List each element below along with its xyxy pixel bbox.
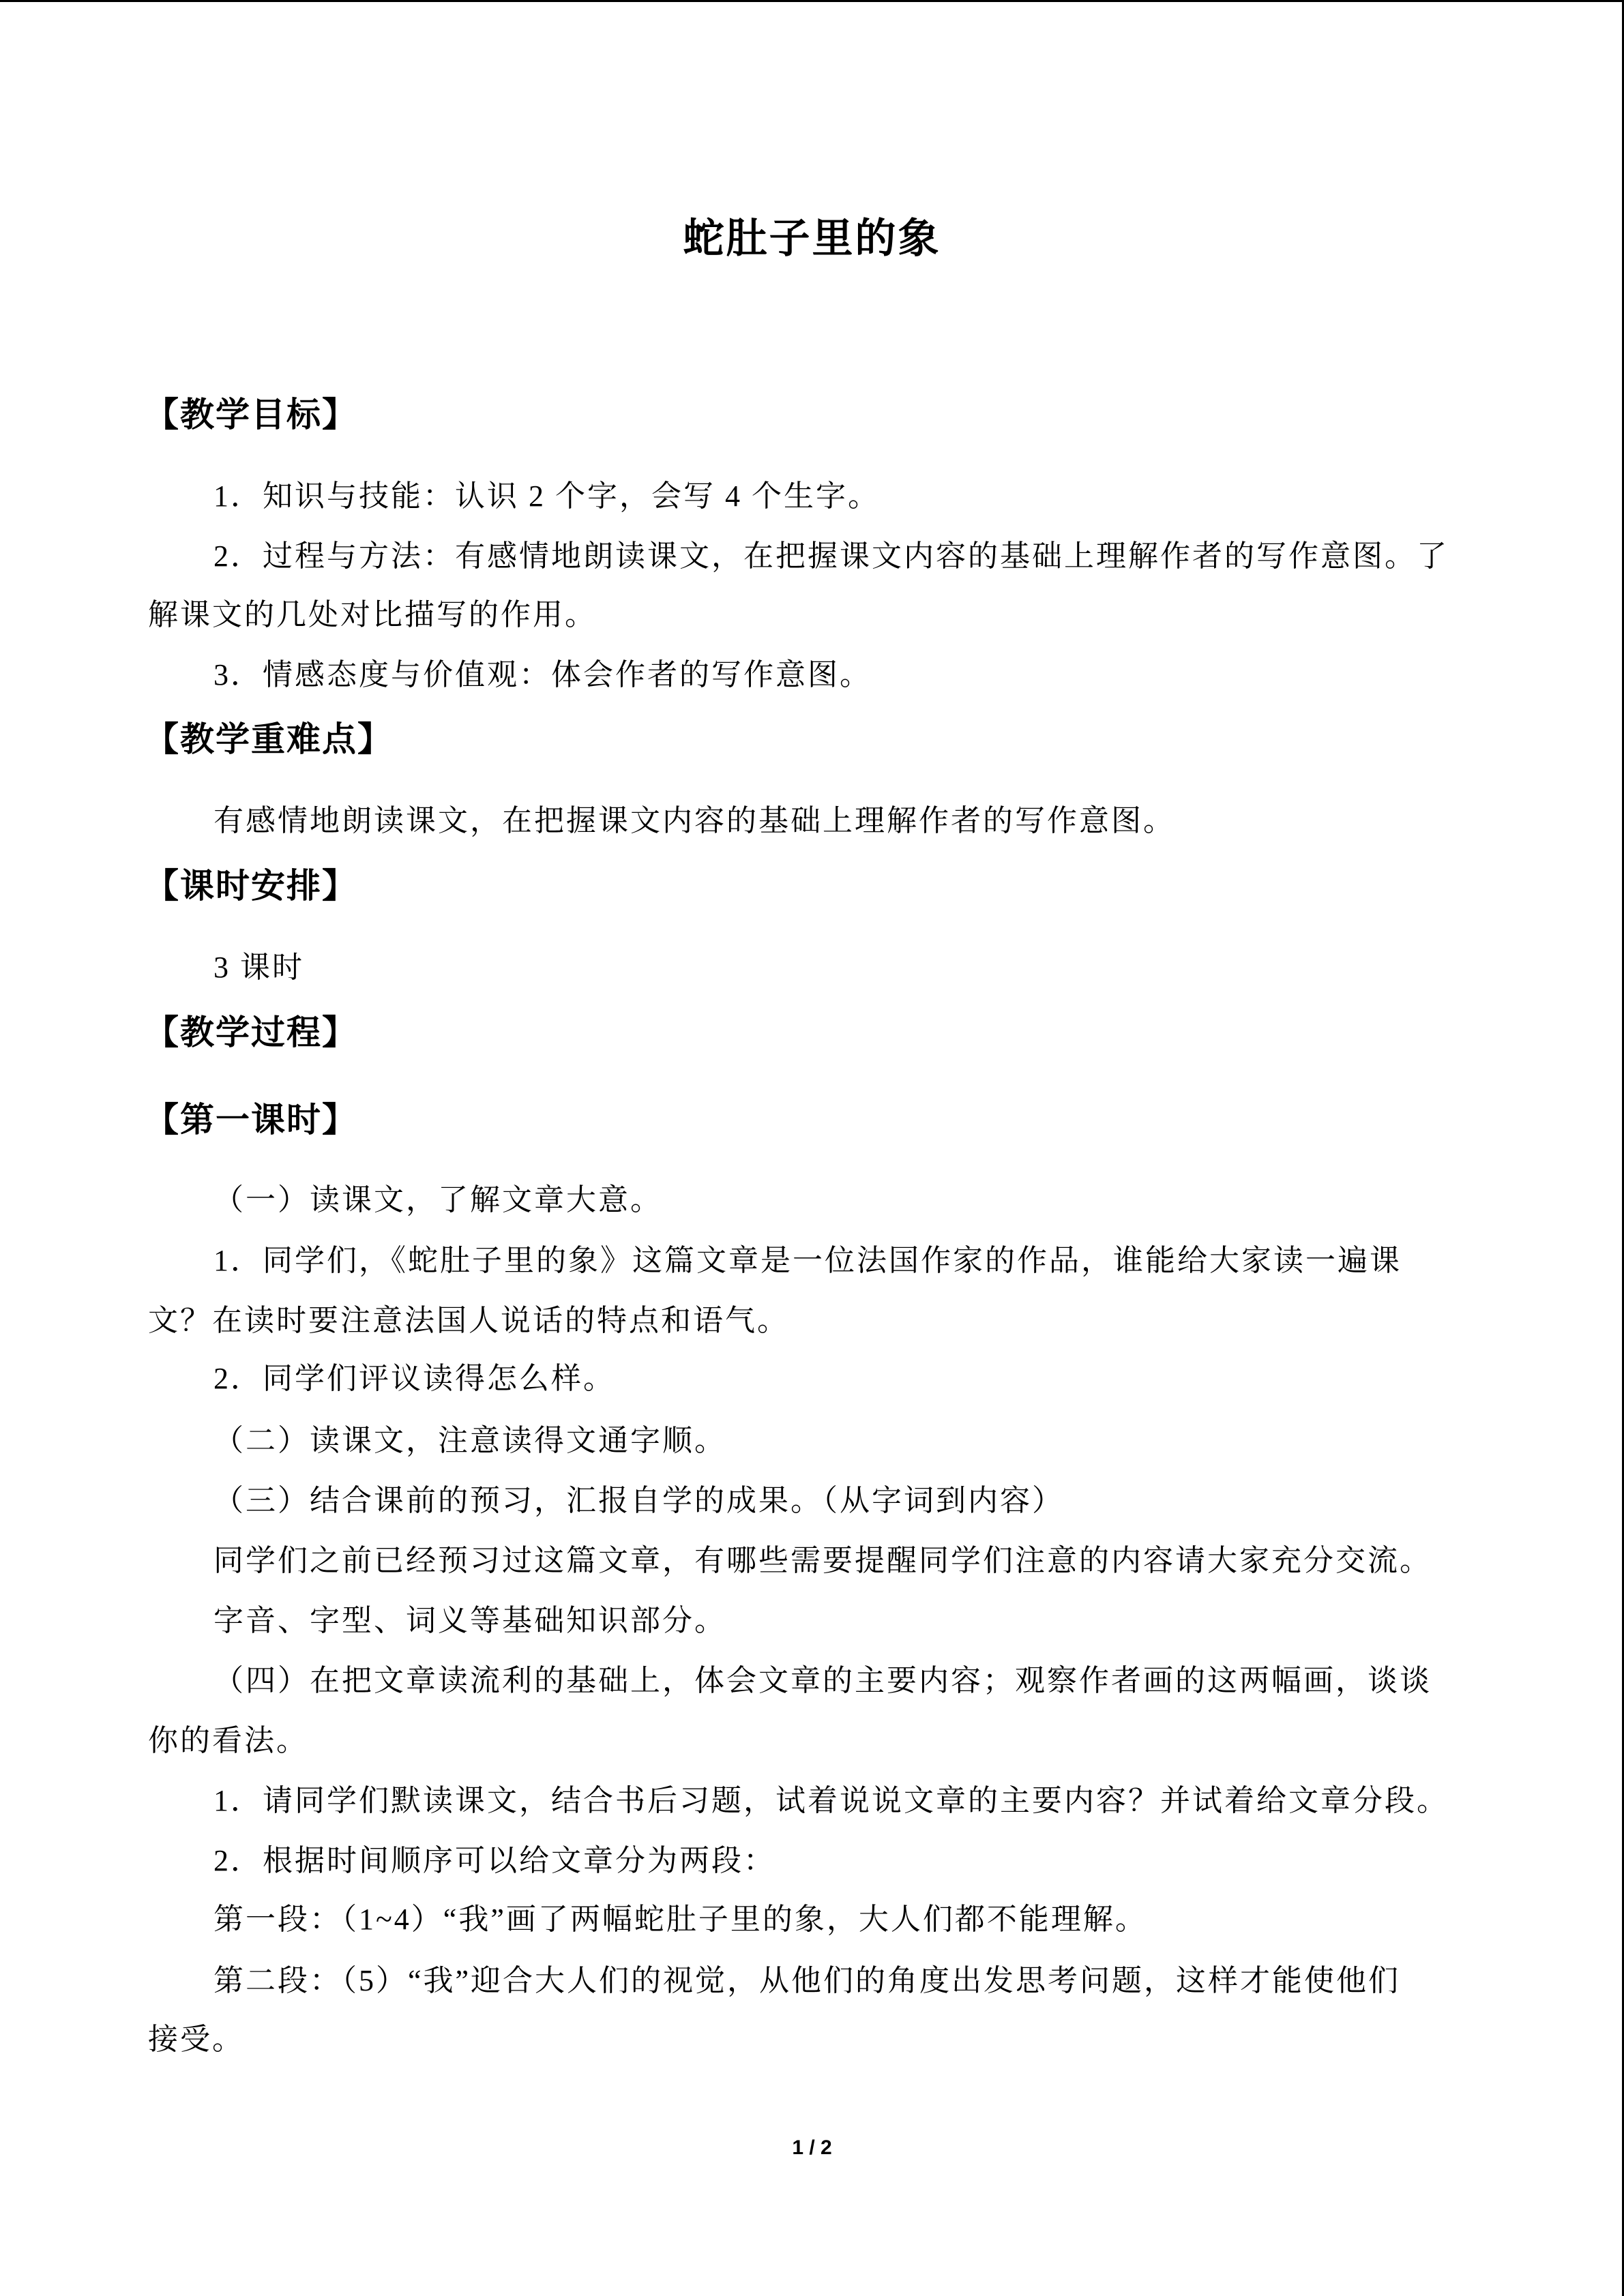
objective-item-3: 3．情感态度与价值观：体会作者的写作意图。 xyxy=(213,658,872,691)
lesson-one-step-1-1-line-1: 1．同学们，《蛇肚子里的象》这篇文章是一位法国作家的作品，谁能给大家读一遍课 xyxy=(213,1244,1402,1277)
objective-item-2-line-2: 解课文的几处对比描写的作用。 xyxy=(148,598,597,631)
lesson-one-step-1-2: 2．同学们评议读得怎么样。 xyxy=(213,1362,615,1395)
objectives-heading: 【教学目标】 xyxy=(145,395,357,434)
lesson-one-step-1: （一）读课文，了解文章大意。 xyxy=(213,1183,662,1217)
document-title: 蛇肚子里的象 xyxy=(683,216,941,261)
lesson-one-heading: 【第一课时】 xyxy=(145,1100,357,1139)
schedule-heading: 【课时安排】 xyxy=(145,866,357,906)
lesson-one-step-3-text-2: 字音、字型、词义等基础知识部分。 xyxy=(213,1604,726,1637)
key-points-heading: 【教学重难点】 xyxy=(145,719,393,759)
lesson-one-step-4-1: 1．请同学们默读课文，结合书后习题，试着说说文章的主要内容？并试着给文章分段。 xyxy=(213,1784,1449,1817)
lesson-one-step-3: （三）结合课前的预习，汇报自学的成果。（从字词到内容） xyxy=(213,1484,1064,1517)
key-points-text: 有感情地朗读课文，在把握课文内容的基础上理解作者的写作意图。 xyxy=(213,804,1175,837)
lesson-one-part-1: 第一段：（1~4）“我”画了两幅蛇肚子里的象，大人们都不能理解。 xyxy=(213,1903,1147,1936)
page-top-edge xyxy=(0,0,1624,2)
lesson-one-step-4-line-2: 你的看法。 xyxy=(148,1724,308,1757)
process-heading: 【教学过程】 xyxy=(145,1013,357,1052)
lesson-one-part-2-line-2: 接受。 xyxy=(148,2023,244,2056)
objective-item-2-line-1: 2．过程与方法：有感情地朗读课文，在把握课文内容的基础上理解作者的写作意图。了 xyxy=(213,539,1449,573)
lesson-one-step-1-1-line-2: 文？在读时要注意法国人说话的特点和语气。 xyxy=(148,1304,789,1337)
lesson-one-part-2-line-1: 第二段：（5）“我”迎合大人们的视觉，从他们的角度出发思考问题，这样才能使他们 xyxy=(213,1964,1401,1997)
objective-item-1: 1．知识与技能：认识 2 个字，会写 4 个生字。 xyxy=(213,479,880,513)
lesson-one-step-2: （二）读课文，注意读得文通字顺。 xyxy=(213,1424,726,1457)
schedule-text: 3 课时 xyxy=(213,951,304,984)
lesson-one-step-3-text-1: 同学们之前已经预习过这篇文章，有哪些需要提醒同学们注意的内容请大家充分交流。 xyxy=(213,1544,1432,1577)
lesson-one-step-4-2: 2．根据时间顺序可以给文章分为两段： xyxy=(213,1844,776,1877)
page-number: 1 / 2 xyxy=(792,2136,832,2159)
lesson-one-step-4-line-1: （四）在把文章读流利的基础上，体会文章的主要内容；观察作者画的这两幅画，谈谈 xyxy=(213,1664,1432,1697)
